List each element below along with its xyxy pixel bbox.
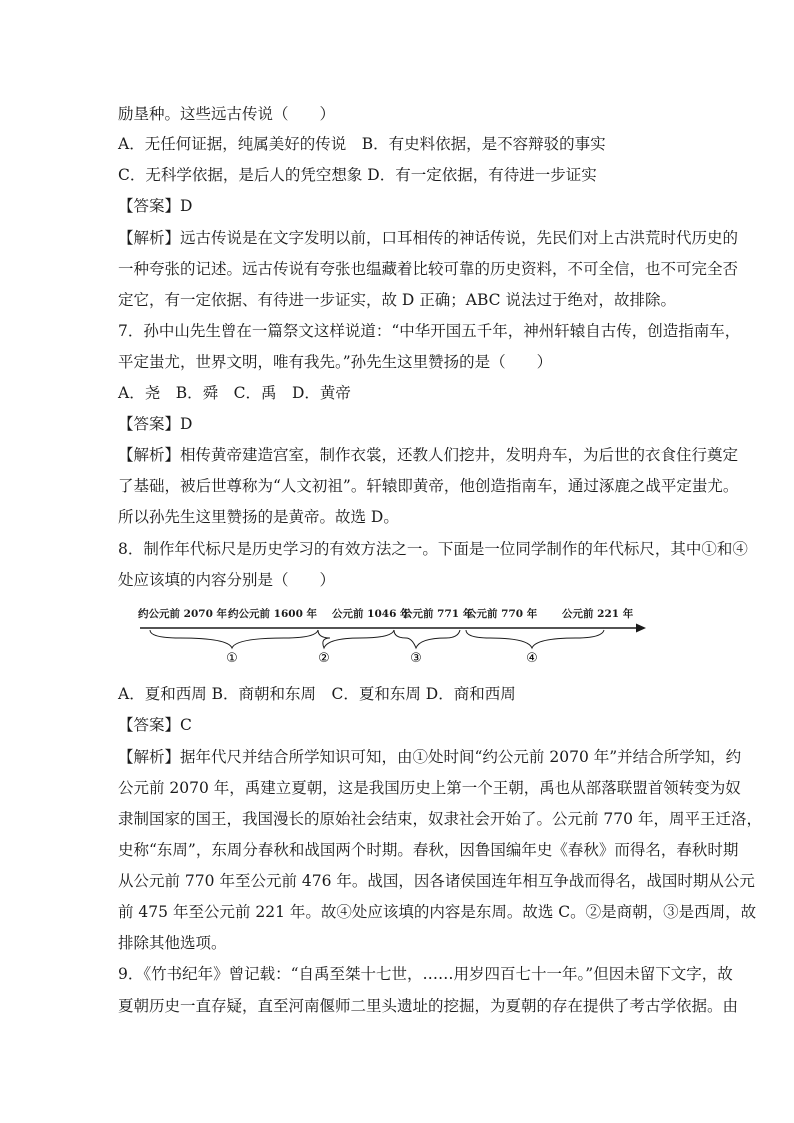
question-line: 7．孙中山先生曾在一篇祭文这样说道：“中华开国五千年，神州轩辕自古传，创造指南车，: [118, 322, 741, 340]
timeline-label: 约公元前 1600 年: [228, 608, 318, 620]
analysis-line: 前 475 年至公元前 221 年。故④处应该填的内容是东周。故选 C。②是商朝，③是西周，故: [118, 903, 757, 921]
analysis-line: 一种夸张的记述。远古传说有夸张也缊藏着比较可靠的历史资料，不可全信，也不可完全否: [118, 260, 739, 278]
analysis-line: 史称“东周”，东周分春秋和战国两个时期。春秋，因鲁国编年史《春秋》而得名，春秋时期: [118, 841, 739, 859]
question-line: 夏朝历史一直存疑，直至河南偃师二里头遗址的挖掘，为夏朝的存在提供了考古学依据。由: [118, 997, 739, 1015]
analysis-line: 从公元前 770 年至公元前 476 年。战国，因各诸侯国连年相互争战而得名，战国时期从公元: [118, 872, 755, 890]
timeline-label: 公元前 1046 年: [332, 608, 411, 620]
analysis-line: 【解析】远古传说是在文字发明以前，口耳相传的神话传说，先民们对上古洪荒时代历史的: [118, 229, 739, 247]
analysis-line: 【解析】据年代尺并结合所学知识可知，由①处时间“约公元前 2070 年”并结合所学知，约: [118, 748, 742, 766]
option-line: A．尧 B．舜 C．禹 D．黄帝: [118, 384, 351, 402]
timeline-label: 约公元前 2070 年: [138, 608, 228, 620]
timeline-label: 公元前 770 年: [466, 608, 538, 620]
option-line: A．夏和西周 B．商朝和东周 C．夏和东周 D．商和西周: [118, 685, 516, 703]
answer-line: 【答案】D: [118, 197, 193, 215]
answer-line: 【答案】D: [118, 415, 193, 433]
analysis-line: 隶制国家的国王，我国漫长的原始社会结束，奴隶社会开始了。公元前 770 年，周平王迁洛，: [118, 810, 762, 828]
text-line: 励垦种。这些远古传说（ ）: [118, 105, 336, 123]
question-line: 8．制作年代标尺是历史学习的有效方法之一。下面是一位同学制作的年代标尺，其中①和④: [118, 540, 748, 558]
question-line: 平定蚩尤，世界文明，唯有我先。”孙先生这里赞扬的是（ ）: [118, 353, 553, 371]
analysis-line: 所以孙先生这里赞扬的是黄帝。故选 D。: [118, 508, 399, 526]
timeline-marker: ④: [526, 651, 538, 666]
timeline-marker: ①: [226, 651, 238, 666]
answer-line: 【答案】C: [118, 716, 192, 734]
option-line: C．无科学依据，是后人的凭空想象 D．有一定依据，有待进一步证实: [118, 166, 597, 184]
analysis-line: 了基础，被后世尊称为“人文初祖”。轩辕即黄帝，他创造指南车，通过涿鹿之战平定蚩尤。: [118, 477, 739, 495]
timeline-label: 公元前 771 年: [402, 608, 474, 620]
question-line: 9．《竹书纪年》曾记载：“自禹至桀十七世，……用岁四百七十一年。”但因未留下文字，故: [118, 965, 733, 983]
analysis-line: 公元前 2070 年，禹建立夏朝，这是我国历史上第一个王朝，禹也从部落联盟首领转变为奴: [118, 779, 741, 797]
question-line: 处应该填的内容分别是（ ）: [118, 571, 336, 589]
analysis-line: 定它，有一定依据、有待进一步证实，故 D 正确；ABC 说法过于绝对，故排除。: [118, 291, 676, 309]
timeline-figure: [140, 606, 650, 670]
analysis-line: 【解析】相传黄帝建造宫室，制作衣裳，还教人们挖井，发明舟车，为后世的衣食住行奠定: [118, 446, 739, 464]
analysis-line: 排除其他选项。: [118, 934, 227, 952]
timeline-label: 公元前 221 年: [562, 608, 634, 620]
timeline-marker: ③: [410, 651, 422, 666]
option-line: A．无任何证据，纯属美好的传说 B．有史料依据，是不容辩驳的事实: [118, 135, 606, 153]
timeline-marker: ②: [318, 651, 330, 666]
